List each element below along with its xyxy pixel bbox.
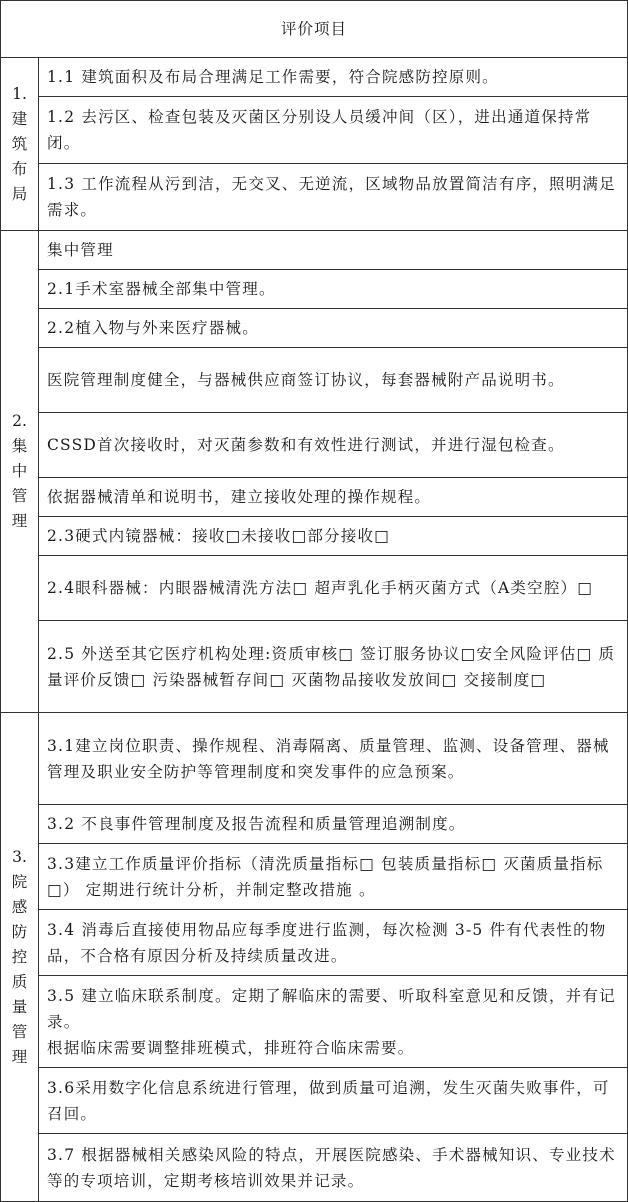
table-header: 评价项目 — [1, 1, 628, 58]
item-2-2-b: CSSD首次接收时，对灭菌参数和有效性进行测试，并进行湿包检查。 — [39, 413, 628, 478]
item-1-1: 1.1 建筑面积及布局合理满足工作需要，符合院感防控原则。 — [39, 58, 628, 97]
item-3-4: 3.4 消毒后直接使用物品应每季度进行监测，每次检测 3-5 件有代表性的物品，不合格有原因分析及持续质量改进。 — [39, 910, 628, 976]
item-3-3: 3.3建立工作质量评价指标（清洗质量指标□ 包装质量指标□ 灭菌质量指标□） 定期进行统计分析，并制定整改措施 。 — [39, 844, 628, 910]
item-3-5 — [39, 976, 628, 1068]
item-1-3: 1.3 工作流程从污到洁，无交叉、无逆流，区域物品放置简洁有序，照明满足需求。 — [39, 164, 628, 231]
category-building-layout: 1.建筑布局 — [1, 58, 39, 231]
item-2-4: 2.4眼科器械：内眼器械清洗方法□ 超声乳化手柄灭菌方式（A类空腔）□ — [39, 556, 628, 621]
item-3-5-note: 根据临床需要调整排班模式，排班符合临床需要。 — [47, 1038, 415, 1057]
item-2-3: 2.3硬式内镜器械：接收□未接收□部分接收□ — [39, 517, 628, 556]
category-centralized-management: 2.集中管理 — [1, 231, 39, 713]
item-2-2: 2.2植入物与外来医疗器械。 — [39, 309, 628, 348]
item-3-5-text: 3.5 建立临床联系制度。定期了解临床的需要、听取科室意见和反馈，并有记录。 — [47, 986, 616, 1031]
item-3-1: 3.1建立岗位职责、操作规程、消毒隔离、质量管理、监测、设备管理、器械管理及职业安全防护等管理制度和突发事件的应急预案。 — [39, 713, 628, 805]
item-2-heading: 集中管理 — [39, 231, 628, 270]
item-2-2-c: 依据器械清单和说明书，建立接收处理的操作规程。 — [39, 478, 628, 517]
item-1-2: 1.2 去污区、检查包装及灭菌区分别设人员缓冲间（区），进出通道保持常闭。 — [39, 97, 628, 164]
item-3-2: 3.2 不良事件管理制度及报告流程和质量管理追溯制度。 — [39, 805, 628, 844]
category-infection-quality-management: 3.院感防控质量管理 — [1, 713, 39, 1202]
item-2-2-a: 医院管理制度健全，与器械供应商签订协议，每套器械附产品说明书。 — [39, 348, 628, 413]
item-3-7: 3.7 根据器械相关感染风险的特点，开展医院感染、手术器械知识、专业技术等的专项培训，定期考核培训效果并记录。 — [39, 1134, 628, 1202]
item-3-6: 3.6采用数字化信息系统进行管理，做到质量可追溯，发生灭菌失败事件，可召回。 — [39, 1068, 628, 1134]
item-2-1: 2.1手术室器械全部集中管理。 — [39, 270, 628, 309]
item-2-5: 2.5 外送至其它医疗机构处理:资质审核□ 签订服务协议□安全风险评估□ 质量评价反馈□ 污染器械暂存间□ 灭菌物品接收发放间□ 交接制度□ — [39, 621, 628, 713]
